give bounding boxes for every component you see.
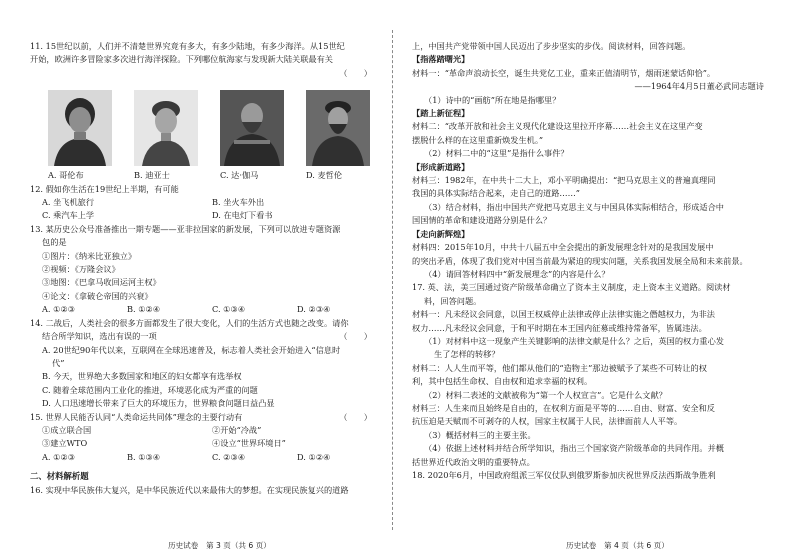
q15-items-row2: [30, 437, 372, 450]
q13-option-a[interactable]: A. ①②③: [42, 304, 76, 315]
q12-option-a[interactable]: A. 坐飞机旅行: [42, 197, 95, 208]
dias-icon: [134, 90, 198, 166]
q14-line2: [30, 330, 372, 343]
q16-material-2-line1: 材料二：“改革开放和社会主义现代化建设这里拉开序幕……社会主义在这里产变: [412, 121, 703, 132]
q15-stem: [30, 411, 372, 424]
q16-sub-4: （4）请回答材料四中“新发展理念”的内容是什么？: [424, 268, 610, 279]
q13-item-2: ②视频：《万隆会议》: [42, 264, 120, 275]
q16-tag-3: 【形成新道路】: [412, 161, 470, 172]
q17-material-1-line2: 权力……凡未经议会同意，于和平时期在本王国内征募或维持常备军，皆属违法。: [412, 322, 707, 333]
q15-option-b[interactable]: B. ①③④: [127, 451, 161, 462]
q16-material-3-line2: 我国的具体实际结合起来，走自己的道路……”: [412, 188, 580, 199]
q13-option-c[interactable]: C. ①③④: [212, 304, 246, 315]
q12-option-b[interactable]: B. 坐火车外出: [212, 197, 265, 208]
q13-item-3: ③地图：《巴拿马收回运河主权》: [42, 277, 161, 288]
q14-option-b[interactable]: B. 今天，世界绝大多数国家和地区的妇女都享有选举权: [42, 371, 242, 382]
portrait-columbus-image: [48, 90, 112, 166]
q11-line2-text: 开始，欧洲许多冒险家多次进行海洋探险。下列哪位航海家与发现新大陆关联最有关: [30, 54, 333, 65]
q16-sub-3-line2: 国国情的革命和建设道路分别是什么？: [412, 215, 552, 226]
q16-material-4-line1: 材料四：2015年10月，中共十八届五中全会提出的新发展理念针对的是我国发展中: [412, 242, 714, 253]
q18-line1: 18. 2020年6月，中国政府组派三军仪仗队到俄罗斯参加庆祝世界反法西斯战争胜利: [412, 470, 716, 480]
q14-option-a[interactable]: A. 20世纪90年代以来，互联网在全球迅速普及，标志着人类社会开始进入“信息时: [42, 344, 341, 355]
q16-sub-2: （2）材料二中的“这里”是指什么事件？: [424, 148, 569, 159]
da-gama-icon: [220, 90, 284, 166]
q13-line2: 包的是: [42, 237, 67, 248]
q12-stem: 12. 假如你生活在19世纪上半期，有可能: [30, 183, 179, 194]
q12-options-row1: [30, 196, 372, 209]
q15-options: [30, 451, 372, 464]
q16-sub-3-line1: （3）结合材料，指出中国共产党把马克思主义与中国具体实际相结合，形成适合中: [424, 201, 724, 212]
q16-material-3-line1: 材料三：1982年，在中共十二大上，邓小平明确提出：“把马克思主义的普遍真理同: [412, 175, 716, 186]
q15-item-2: ②开始“冷战”: [212, 424, 262, 435]
q11-option-d[interactable]: D. 麦哲伦: [306, 170, 343, 181]
q15-item-3: ③建立WTO: [42, 438, 88, 449]
q17-sub-3: （3）概括材料三的主要主张。: [424, 429, 536, 440]
q11-portraits: [48, 90, 372, 166]
q13-item-1: ①图片：《纳米比亚独立》: [42, 250, 137, 261]
q15-option-c[interactable]: C. ②③④: [212, 451, 246, 462]
q16-sub-1: （1）诗中的“画舫”所在地是指哪里？: [424, 94, 561, 105]
q17-material-3-line2: 抗压迫是天赋而不可剥夺的人权，国家主权属于人民，法律面前人人平等。: [412, 416, 683, 427]
q15-items-row1: [30, 424, 372, 437]
q11-captions: [48, 169, 372, 182]
q15-answer-paren: （ ）: [339, 411, 372, 422]
q16-material-4-line2: 的突出矛盾，体现了我们党对中国当前最为紧迫的现实问题，关系我国发展全局和未来前景。: [412, 255, 748, 266]
q11-answer-paren: （ ）: [339, 67, 372, 78]
columbus-icon: [48, 90, 112, 166]
q15-item-1: ①成立联合国: [42, 424, 92, 435]
q15-item-4: ④设立“世界环境日”: [212, 438, 286, 449]
section-2-title: 二、材料解析题: [30, 471, 89, 482]
q16-line1: 16. 实现中华民族伟大复兴，是中华民族近代以来最伟大的梦想。在实现民族复兴的道路: [30, 484, 349, 495]
right-page-footer: 历史试卷 第 4 页（共 6 页）: [566, 541, 669, 550]
q11-line2: [30, 53, 372, 66]
q17-material-2-line1: 材料二：人人生而平等，他们都从他们的“造物主”那边被赋予了某些不可转让的权: [412, 362, 707, 373]
q16-cont: 上，中国共产党带领中国人民迈出了步步坚实的步伐。阅读材料，回答问题。: [412, 41, 691, 51]
q11-option-a[interactable]: A. 哥伦布: [48, 170, 84, 181]
q14-option-d[interactable]: D. 人口迅速增长带来了巨大的环境压力，世界粮食问题日益凸显: [42, 398, 275, 409]
q16-tag-1: 【指落踏曙光】: [412, 54, 470, 65]
q16-material-2-line2: 摆脱什么样的在这里重新焕发生机。”: [412, 134, 544, 145]
q11-option-c[interactable]: C. 达·伽马: [220, 170, 259, 181]
q17-sub-4-line1: （4）依据上述材料并结合所学知识，指出三个国家资产阶级革命的共同作用。并概: [424, 443, 724, 454]
q17-line2: 料，回答问题。: [424, 295, 482, 306]
q16-material-1-line1: 材料一：“革命声浪动长空，诞生共党亿工业，重来正值清明节，烟雨迷蒙话仰恰”。: [412, 67, 716, 78]
q17-sub-2: （2）材料二表述的文献被称为“第一个人权宣言”。它是什么文献？: [424, 389, 667, 400]
q14-line2-text: 结合所学知识，选出有误的一项: [42, 331, 157, 342]
q17-material-1-line1: 材料一：凡未经议会同意，以国王权威停止法律或停止法律实施之僭越权力，为非法: [412, 309, 715, 320]
left-page: [30, 40, 372, 497]
q15-option-d[interactable]: D. ①②④: [297, 451, 331, 462]
q12-option-c[interactable]: C. 乘汽车上学: [42, 210, 95, 221]
q12-options-row2: [30, 209, 372, 222]
q14-option-c[interactable]: C. 随着全球范围内工业化的推进，环境恶化成为严重的问题: [42, 384, 258, 395]
q14-answer-paren: （ ）: [339, 331, 372, 342]
q17-material-2-line2: 利，其中包括生命权、自由权和追求幸福的权利。: [412, 376, 593, 387]
magellan-icon: [306, 90, 370, 166]
page-divider: [392, 30, 393, 530]
q13-item-4: ④论文：《拿破仑帝国的兴衰》: [42, 290, 153, 301]
q11-option-b[interactable]: B. 迪亚士: [134, 170, 170, 181]
q17-sub-1-line1: （1）对材料中这一现象产生关键影响的法律文献是什么？之后，英国的权力重心发: [424, 335, 724, 346]
q13-line1: 13. 某历史公众号准备推出一期专题——亚非拉国家的新发展，下列可以放进专题资源: [30, 223, 341, 234]
q15-stem-text: 15. 世界人民能否认同“人类命运共同体”理念的主要行动有: [30, 411, 243, 422]
q13-option-d[interactable]: D. ②③④: [297, 304, 331, 315]
q16-tag-4: 【走向新辉煌】: [412, 228, 470, 239]
q17-line1: 17. 英、法，美三国通过资产阶级革命确立了资本主义制度，走上资本主义道路。阅读材: [412, 282, 731, 293]
q13-options: [30, 303, 372, 316]
q14-option-a-cont: 代”: [52, 357, 65, 368]
q13-option-b[interactable]: B. ①②④: [127, 304, 161, 315]
q14-line1: 14. 二战后，人类社会的很多方面都发生了很大变化，人们的生活方式也随之改变。请你: [30, 317, 349, 328]
q15-option-a[interactable]: A. ①②③: [42, 451, 76, 462]
right-page: [412, 40, 764, 482]
q17-sub-4-line2: 括世界近代政治文明的重要特点。: [412, 456, 535, 467]
q17-sub-1-line2: 生了怎样的转移？: [434, 349, 500, 360]
portrait-da-gama-image: [220, 90, 284, 166]
q16-material-1-source: ——1964年4月5日董必武同志题诗: [634, 81, 764, 92]
q11-line1: 11. 15世纪以前，人们并不清楚世界究竟有多大，有多少陆地，有多少海洋。从15世纪: [30, 41, 345, 51]
q12-option-d[interactable]: D. 在电灯下看书: [212, 210, 273, 221]
portrait-magellan-image: [306, 90, 370, 166]
portrait-dias-image: [134, 90, 198, 166]
q16-tag-2: 【踏上新征程】: [412, 108, 470, 119]
left-page-footer: 历史试卷 第 3 页（共 6 页）: [168, 541, 271, 550]
q17-material-3-line1: 材料三：人生来而且始终是自由的，在权利方面是平等的……自由、财富、安全和反: [412, 402, 715, 413]
